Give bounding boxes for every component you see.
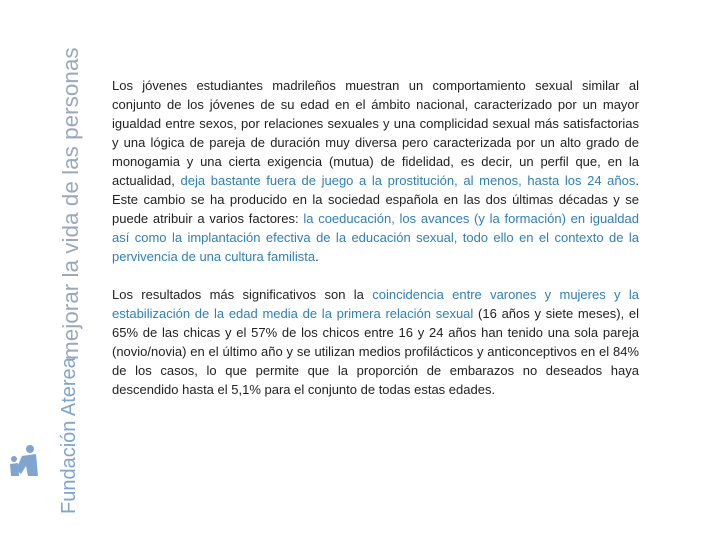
highlight-run: la coeducación, los avances (y la formación) en igualdad así como la implantación efectiva de la educación sexual, todo ello en el contexto de la pervivencia de una cultura familista xyxy=(112,211,639,264)
text-run: (16 años y siete meses), el 65% de las chicas y el 57% de los chicos entre 16 y 24 años han tenido una sola pareja (novio/novia) en el último año y se utilizan medios profilácticos y anticonceptivos en el 84% de los casos, lo que permite que la proporción de embarazos no deseados haya descendido hasta el 5,1% para el conjunto de todas estas edades. xyxy=(112,306,640,397)
highlight-run: coincidencia entre varones y mujeres y la estabilización de la edad media de la primera relación sexual xyxy=(112,287,639,321)
brand-name: Fundación Aterea xyxy=(58,357,80,514)
paragraph-1 xyxy=(112,76,639,266)
text-run: Los jóvenes estudiantes madrileños muestran un comportamiento sexual similar al conjunto de los jóvenes de su edad en el ámbito nacional, caracterizado por un mayor igualdad entre sexos, por relaciones sexuales y una complicidad sexual más satisfactorias y una lógica de pareja de duración muy diversa pero caracterizada por un alto grado de monogamia y una cierta exigencia (mutua) de fidelidad, es decir, un perfil que, en la actualidad, xyxy=(112,78,639,188)
foundation-people-logo xyxy=(8,444,40,478)
highlight-run: deja bastante fuera de juego a la prostitución, al menos, hasta los 24 años xyxy=(180,173,636,188)
sidebar xyxy=(0,0,83,540)
text-run: . Este cambio se ha producido en la sociedad española en las dos últimas décadas y se puede atribuir a varios factores: xyxy=(112,173,639,226)
tagline: mejorar la vida de las personas xyxy=(58,47,83,360)
text-run: Los resultados más significativos son la xyxy=(112,287,373,302)
text-run: . xyxy=(315,249,319,264)
main-text xyxy=(112,76,639,399)
paragraph-2 xyxy=(112,285,639,399)
